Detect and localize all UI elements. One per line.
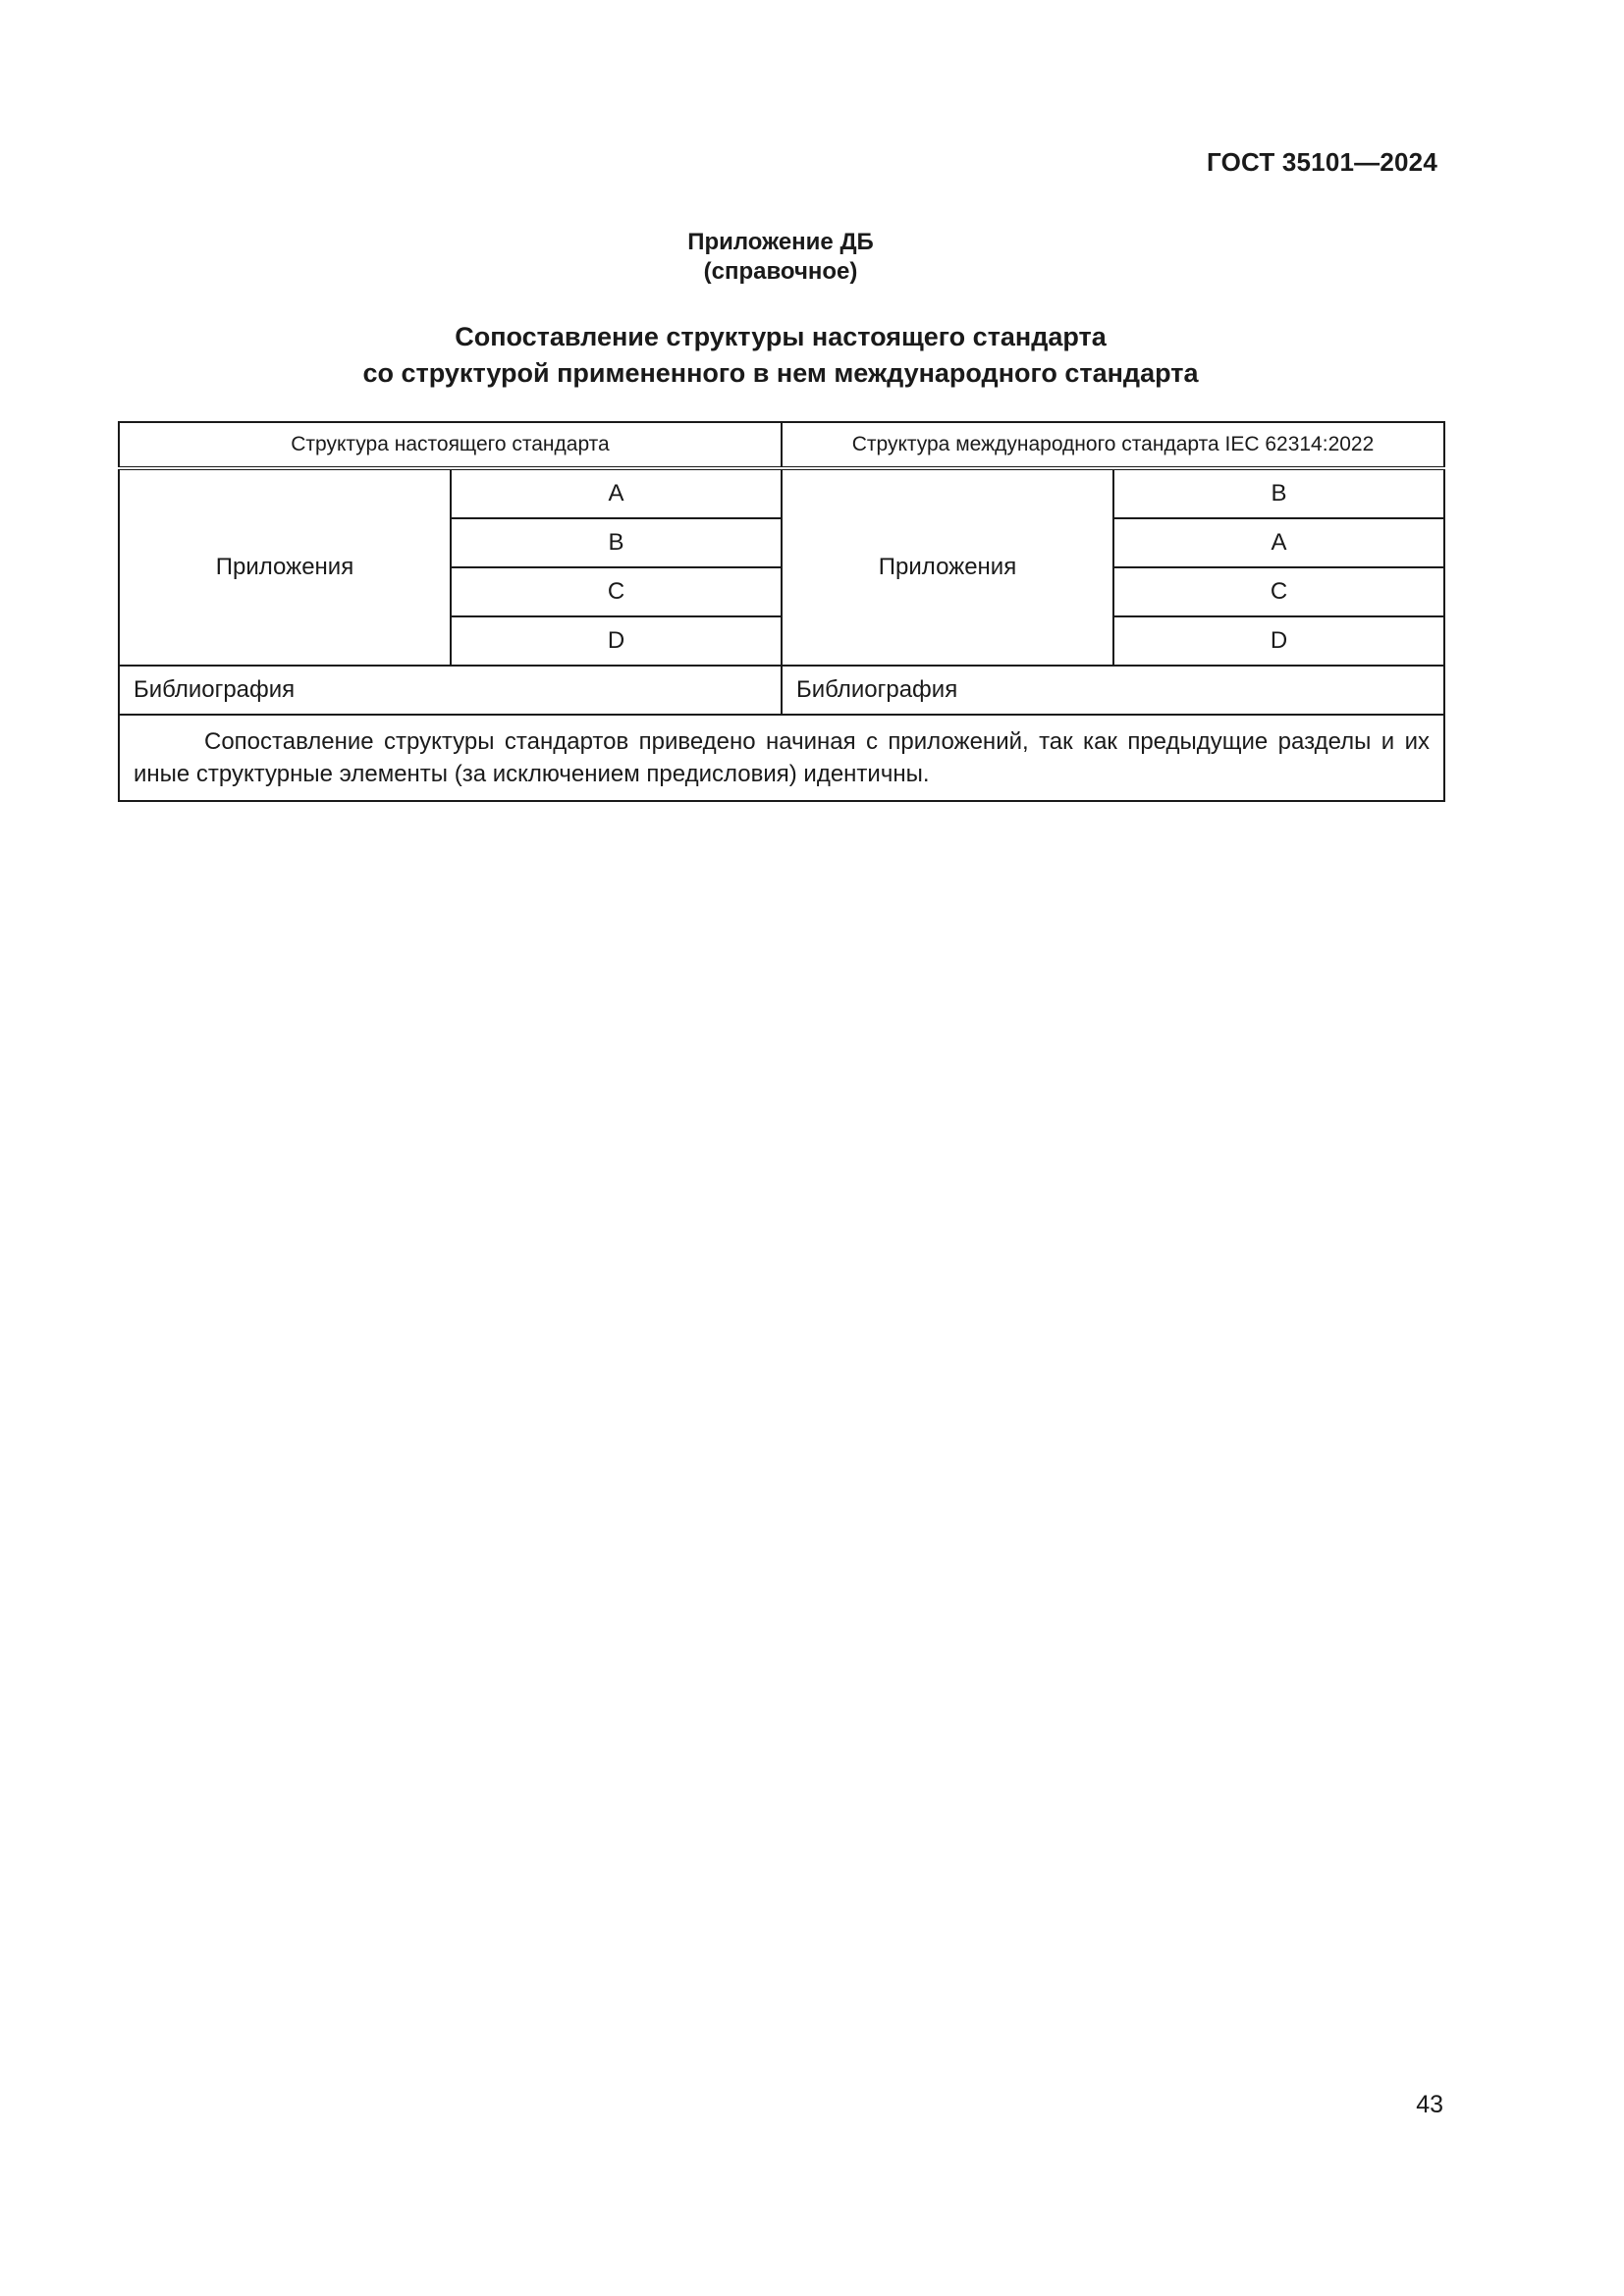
international-appendix-cell: A <box>1113 518 1444 567</box>
national-bibliography: Библиография <box>119 666 782 715</box>
national-appendix-cell: C <box>451 567 782 616</box>
table-row <box>119 468 1444 518</box>
structure-comparison-table <box>118 421 1445 802</box>
appendix-title: Приложение ДБ <box>687 229 874 255</box>
appendix-header <box>0 228 1561 287</box>
international-bibliography: Библиография <box>782 666 1444 715</box>
page-number: 43 <box>1416 2091 1443 2118</box>
national-appendix-cell: D <box>451 616 782 666</box>
international-appendix-cell: C <box>1113 567 1444 616</box>
header-international-structure: Структура международного стандарта IEC 62314:2022 <box>782 422 1444 468</box>
document-title-line-1: Сопоставление структуры настоящего стандарта <box>455 322 1107 351</box>
international-appendix-cell: B <box>1113 468 1444 518</box>
appendix-type: (справочное) <box>703 258 858 285</box>
national-appendix-cell: B <box>451 518 782 567</box>
document-title <box>0 319 1561 392</box>
document-title-line-2: со структурой примененного в нем международного стандарта <box>362 358 1199 388</box>
table-row-bibliography <box>119 666 1444 715</box>
table-note: Сопоставление структуры стандартов приведено начиная с приложений, так как предыдущие разделы и их иные структурные элементы (за исключением предисловия) идентичны. <box>119 715 1444 801</box>
national-appendix-cell: A <box>451 468 782 518</box>
table-row-note <box>119 715 1444 801</box>
document-code: ГОСТ 35101—2024 <box>1207 147 1437 177</box>
table-header-row <box>119 422 1444 468</box>
header-national-structure: Структура настоящего стандарта <box>119 422 782 468</box>
international-appendix-cell: D <box>1113 616 1444 666</box>
national-appendices-label: Приложения <box>119 468 451 666</box>
international-appendices-label: Приложения <box>782 468 1113 666</box>
